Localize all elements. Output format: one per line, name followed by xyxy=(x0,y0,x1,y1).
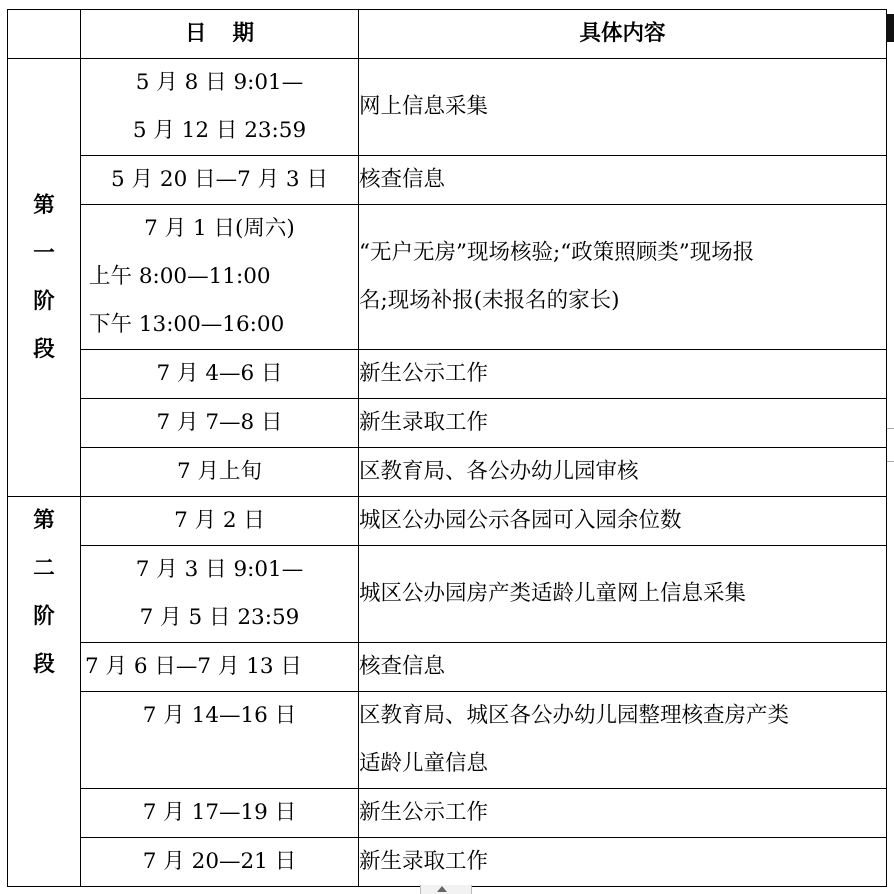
date-cell: 7 月上旬 xyxy=(81,448,359,497)
date-cell: 7 月 17—19 日 xyxy=(81,789,359,838)
table-row xyxy=(8,789,887,838)
date-cell: 7 月 14—16 日 xyxy=(81,692,359,789)
page-edge-marker xyxy=(886,14,894,42)
table-row xyxy=(8,546,887,643)
header-date-cell: 日期 xyxy=(81,10,359,59)
enrollment-schedule-table xyxy=(7,9,887,887)
table-row xyxy=(8,350,887,399)
content-cell: 新生公示工作 xyxy=(359,789,887,838)
content-cell: 区教育局、各公办幼儿园审核 xyxy=(359,448,887,497)
date-cell: 7 月 20—21 日 xyxy=(81,838,359,887)
table-row xyxy=(8,692,887,789)
date-cell: 7 月 2 日 xyxy=(81,497,359,546)
table-row xyxy=(8,448,887,497)
content-cell: 新生公示工作 xyxy=(359,350,887,399)
table-row xyxy=(8,643,887,692)
table-row xyxy=(8,59,887,156)
table-row xyxy=(8,497,887,546)
content-cell: 新生录取工作 xyxy=(359,838,887,887)
content-cell: 城区公办园公示各园可入园余位数 xyxy=(359,497,887,546)
phase-one-label: 第 一 阶 段 xyxy=(8,59,81,497)
table-row xyxy=(8,156,887,205)
content-cell: 网上信息采集 xyxy=(359,59,887,156)
content-cell: “无户无房”现场核验;“政策照顾类”现场报 名;现场补报(未报名的家长) xyxy=(359,205,887,350)
date-cell: 5 月 20 日—7 月 3 日 xyxy=(81,156,359,205)
content-cell: 核查信息 xyxy=(359,643,887,692)
page-edge-tick xyxy=(887,461,894,462)
date-cell: 7 月 7—8 日 xyxy=(81,399,359,448)
scroll-up-arrow-icon[interactable] xyxy=(437,886,447,892)
header-content-cell: 具体内容 xyxy=(359,10,887,59)
header-row xyxy=(8,10,887,59)
content-cell: 新生录取工作 xyxy=(359,399,887,448)
content-cell: 区教育局、城区各公办幼儿园整理核查房产类 适龄儿童信息 xyxy=(359,692,887,789)
table-row xyxy=(8,838,887,887)
date-cell: 7 月 6 日—7 月 13 日 xyxy=(81,643,359,692)
date-cell: 7 月 3 日 9:01— 7 月 5 日 23:59 xyxy=(81,546,359,643)
table-row xyxy=(8,205,887,350)
date-cell: 7 月 1 日(周六) 上午 8:00—11:00 下午 13:00—16:00 xyxy=(81,205,359,350)
page-edge-tick xyxy=(887,428,894,429)
content-cell: 城区公办园房产类适龄儿童网上信息采集 xyxy=(359,546,887,643)
date-cell: 7 月 4—6 日 xyxy=(81,350,359,399)
table-row xyxy=(8,399,887,448)
header-phase-cell xyxy=(8,10,81,59)
date-cell: 5 月 8 日 9:01— 5 月 12 日 23:59 xyxy=(81,59,359,156)
content-cell: 核查信息 xyxy=(359,156,887,205)
phase-two-label: 第 二 阶 段 xyxy=(8,497,81,887)
